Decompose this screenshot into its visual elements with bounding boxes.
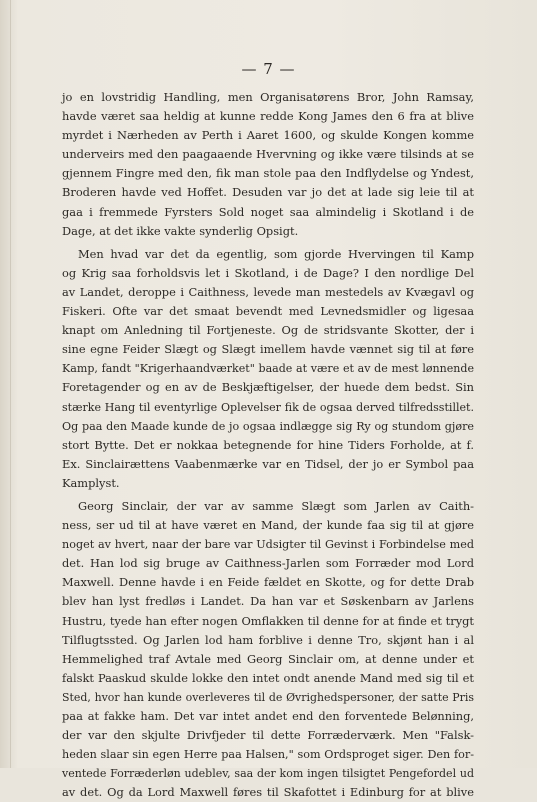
text-line: Maxwell. Denne havde i en Feide fældet en Skotte, og for dette Drab: [62, 575, 474, 590]
text-line: ventede Forræderløn udeblev, saa der kom ingen tilsigtet Pengefordel ud: [62, 767, 474, 781]
text-line: Foretagender og en av de Beskjæftigelser, der huede dem bedst. Sin: [62, 380, 474, 395]
text-line: falskt Paaskud skulde lokke den intet ondt anende Mand med sig til et: [62, 670, 474, 685]
text-line: Hemmelighed traf Avtale med Georg Sinclair om, at denne under et: [62, 651, 474, 666]
text-line: sine egne Feider Slægt og Slægt imellem havde vænnet sig til at føre: [62, 342, 474, 357]
text-line: Kamp, fandt "Krigerhaandværket" baade at være et av de mest lønnende: [62, 362, 474, 376]
text-line: ness, ser ud til at have været en Mand, der kunde faa sig til at gjøre: [62, 518, 474, 533]
page-number: — 7 —: [241, 60, 296, 78]
paragraph-2: [62, 245, 474, 493]
text-line: Kamplyst.: [62, 475, 120, 490]
text-line: og Krig saa forholdsvis let i Skotland, i de Dage? I den nordlige Del: [62, 265, 474, 280]
body-text: [62, 88, 474, 802]
text-line: gaa i fremmede Fyrsters Sold noget saa almindelig i Skotland i de: [62, 204, 474, 219]
text-line: Tilflugtssted. Og Jarlen lod ham forblive i denne Tro, skjønt han i al: [62, 632, 474, 647]
text-line: Fiskeri. Ofte var det smaat bevendt med Levnedsmidler og ligesaa: [62, 304, 474, 319]
text-line: paa at fakke ham. Det var intet andet end den forventede Belønning,: [62, 709, 474, 723]
text-line: Og paa den Maade kunde de jo ogsaa indlægge sig Ry og stundom gjøre: [62, 419, 474, 433]
text-line: havde været saa heldig at kunne redde Kong James den 6 fra at blive: [62, 109, 474, 124]
text-line: der var den skjulte Drivfjeder til dette Forræderværk. Men "Falsk-: [62, 728, 474, 743]
text-line: Sted, hvor han kunde overleveres til de Øvrighedspersoner, der satte Pris: [62, 690, 474, 704]
text-line: stort Bytte. Det er nokkaa betegnende for hine Tiders Forholde, at f.: [62, 437, 474, 452]
text-line: Hustru, tyede han efter nogen Omflakken til denne for at finde et trygt: [62, 613, 474, 628]
text-line: heden slaar sin egen Herre paa Halsen," som Ordsproget siger. Den for-: [62, 748, 474, 762]
text-line: Men hvad var det da egentlig, som gjorde Hvervingen til Kamp: [78, 246, 474, 261]
text-line: gjennem Fingre med den, fik man stole paa den Indflydelse og Yndest,: [62, 166, 474, 181]
paragraph-1: [62, 88, 474, 241]
text-line: Dage, at det ikke vakte synderlig Opsigt.: [62, 223, 299, 238]
paragraph-3: [62, 497, 474, 802]
text-line: knapt om Anledning til Fortjeneste. Og de stridsvante Skotter, der i: [62, 323, 474, 338]
text-line: av Landet, deroppe i Caithness, levede man mestedels av Kvægavl og: [62, 284, 474, 299]
text-line: av det. Og da Lord Maxwell føres til Skafottet i Edinburg for at blive: [62, 785, 474, 800]
text-line: det. Han lod sig bruge av Caithness-Jarlen som Forræder mod Lord: [62, 556, 474, 571]
text-line: Broderen havde ved Hoffet. Desuden var jo det at lade sig leie til at: [62, 185, 474, 200]
text-line: stærke Hang til eventyrlige Oplevelser fik de ogsaa derved tilfredsstillet.: [62, 400, 474, 414]
text-line: jo en lovstridig Handling, men Organisatørens Bror, John Ramsay,: [62, 90, 474, 104]
text-line: noget av hvert, naar der bare var Udsigter til Gevinst i Forbindelse med: [62, 538, 474, 552]
text-line: Ex. Sinclairættens Vaabenmærke var en Tidsel, der jo er Symbol paa: [62, 456, 474, 471]
text-line: Georg Sinclair, der var av samme Slægt som Jarlen av Caith-: [78, 498, 474, 513]
text-line: blev han lyst fredløs i Landet. Da han var et Søskenbarn av Jarlens: [62, 594, 474, 609]
text-line: myrdet i Nærheden av Perth i Aaret 1600, og skulde Kongen komme: [62, 128, 474, 143]
text-line: underveirs med den paagaaende Hvervning og ikke være tilsinds at se: [62, 147, 474, 162]
